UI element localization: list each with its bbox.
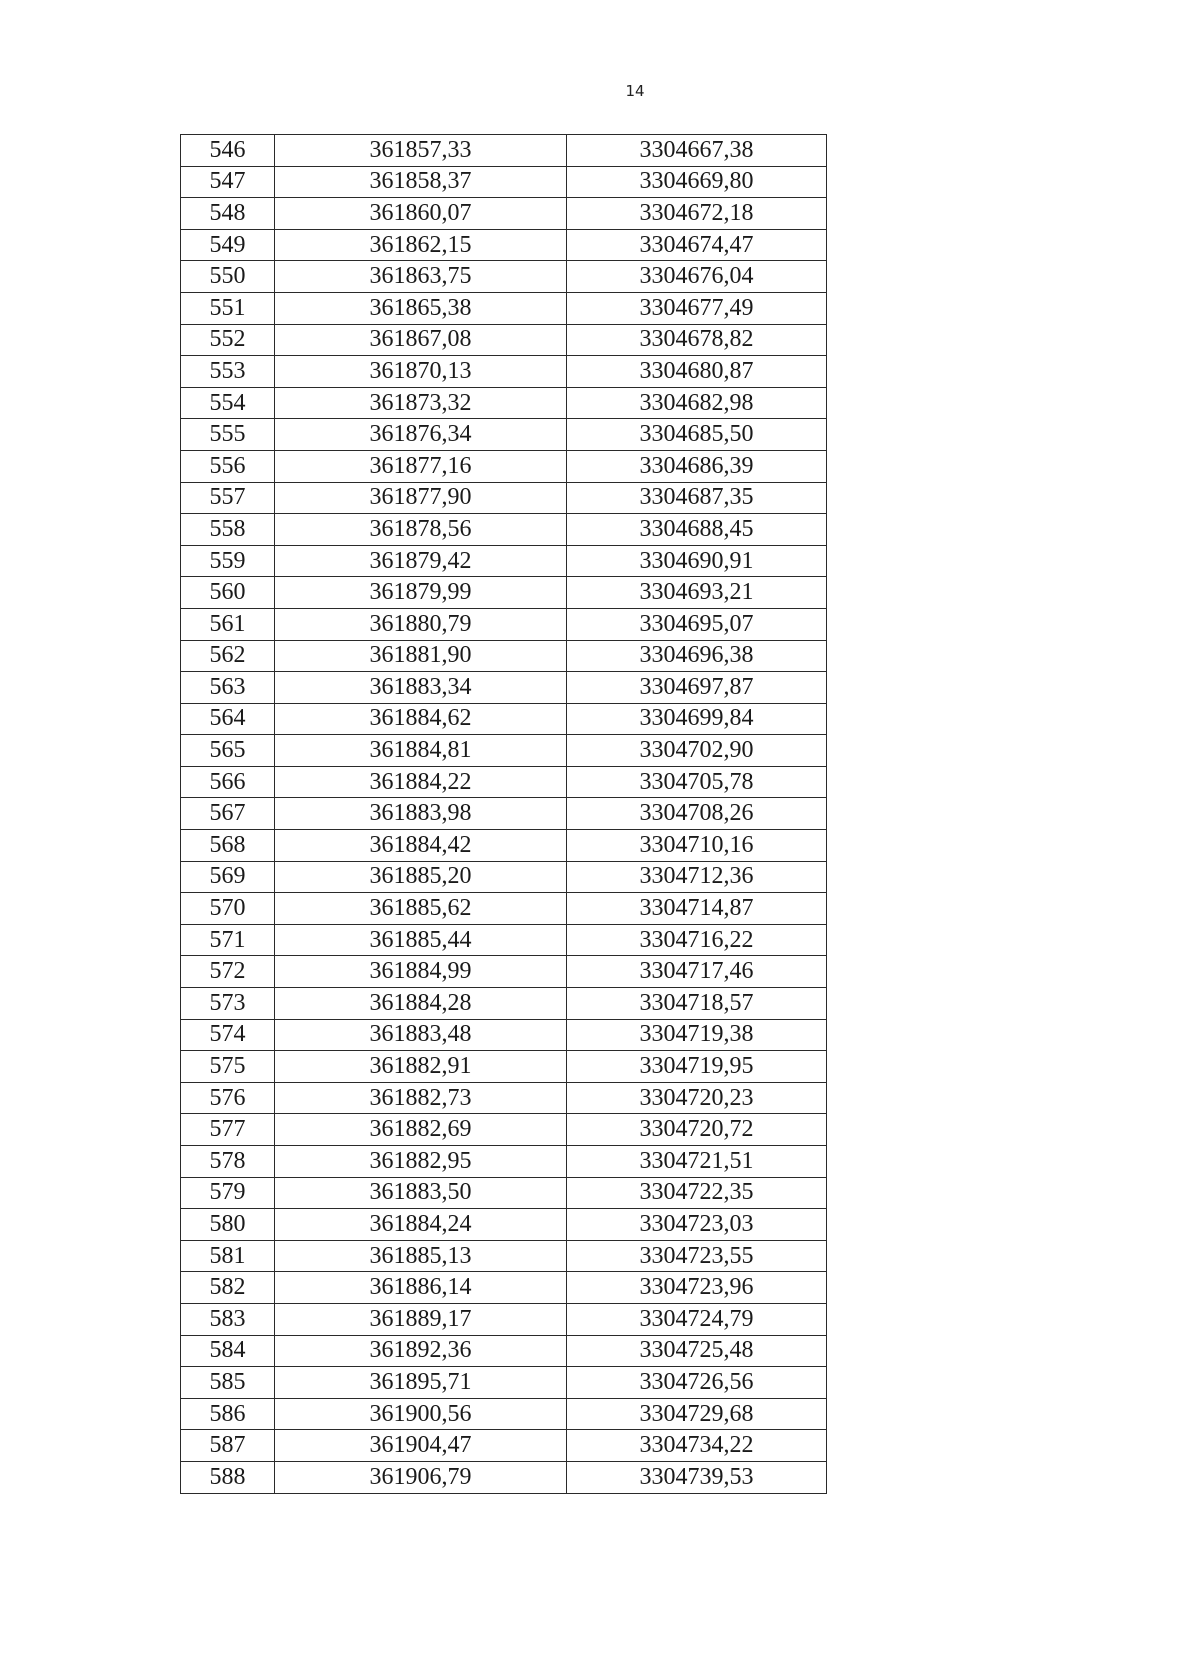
y-coordinate-cell: 3304726,56 [567, 1367, 827, 1399]
x-coordinate-cell: 361892,36 [275, 1335, 567, 1367]
point-number-cell: 581 [181, 1240, 275, 1272]
x-coordinate-cell: 361867,08 [275, 324, 567, 356]
x-coordinate-cell: 361882,91 [275, 1051, 567, 1083]
y-coordinate-cell: 3304724,79 [567, 1303, 827, 1335]
table-row [181, 798, 827, 830]
y-coordinate-cell: 3304697,87 [567, 672, 827, 704]
table-row [181, 545, 827, 577]
y-coordinate-cell: 3304739,53 [567, 1461, 827, 1493]
y-coordinate-cell: 3304734,22 [567, 1430, 827, 1462]
coordinates-table-body [181, 135, 827, 1494]
table-row [181, 672, 827, 704]
x-coordinate-cell: 361882,95 [275, 1146, 567, 1178]
x-coordinate-cell: 361884,22 [275, 766, 567, 798]
point-number-cell: 563 [181, 672, 275, 704]
table-row [181, 1082, 827, 1114]
table-row [181, 1051, 827, 1083]
x-coordinate-cell: 361882,69 [275, 1114, 567, 1146]
x-coordinate-cell: 361863,75 [275, 261, 567, 293]
table-row [181, 450, 827, 482]
y-coordinate-cell: 3304678,82 [567, 324, 827, 356]
x-coordinate-cell: 361895,71 [275, 1367, 567, 1399]
table-row [181, 924, 827, 956]
table-row [181, 1367, 827, 1399]
x-coordinate-cell: 361883,48 [275, 1019, 567, 1051]
y-coordinate-cell: 3304721,51 [567, 1146, 827, 1178]
table-row [181, 1209, 827, 1241]
x-coordinate-cell: 361906,79 [275, 1461, 567, 1493]
table-row [181, 893, 827, 925]
point-number-cell: 582 [181, 1272, 275, 1304]
x-coordinate-cell: 361879,42 [275, 545, 567, 577]
point-number-cell: 580 [181, 1209, 275, 1241]
y-coordinate-cell: 3304687,35 [567, 482, 827, 514]
coordinates-table [180, 134, 827, 1494]
table-row [181, 135, 827, 167]
point-number-cell: 554 [181, 387, 275, 419]
point-number-cell: 568 [181, 830, 275, 862]
x-coordinate-cell: 361885,13 [275, 1240, 567, 1272]
point-number-cell: 562 [181, 640, 275, 672]
table-row [181, 1398, 827, 1430]
point-number-cell: 572 [181, 956, 275, 988]
point-number-cell: 559 [181, 545, 275, 577]
x-coordinate-cell: 361883,50 [275, 1177, 567, 1209]
y-coordinate-cell: 3304686,39 [567, 450, 827, 482]
table-row [181, 1240, 827, 1272]
point-number-cell: 548 [181, 198, 275, 230]
y-coordinate-cell: 3304702,90 [567, 735, 827, 767]
point-number-cell: 575 [181, 1051, 275, 1083]
table-row [181, 766, 827, 798]
point-number-cell: 564 [181, 703, 275, 735]
y-coordinate-cell: 3304712,36 [567, 861, 827, 893]
table-row [181, 419, 827, 451]
y-coordinate-cell: 3304685,50 [567, 419, 827, 451]
point-number-cell: 571 [181, 924, 275, 956]
point-number-cell: 574 [181, 1019, 275, 1051]
x-coordinate-cell: 361886,14 [275, 1272, 567, 1304]
table-row [181, 1019, 827, 1051]
point-number-cell: 584 [181, 1335, 275, 1367]
y-coordinate-cell: 3304677,49 [567, 292, 827, 324]
x-coordinate-cell: 361870,13 [275, 356, 567, 388]
table-row [181, 229, 827, 261]
x-coordinate-cell: 361879,99 [275, 577, 567, 609]
table-row [181, 577, 827, 609]
point-number-cell: 578 [181, 1146, 275, 1178]
y-coordinate-cell: 3304714,87 [567, 893, 827, 925]
table-row [181, 261, 827, 293]
y-coordinate-cell: 3304705,78 [567, 766, 827, 798]
x-coordinate-cell: 361883,34 [275, 672, 567, 704]
y-coordinate-cell: 3304710,16 [567, 830, 827, 862]
point-number-cell: 552 [181, 324, 275, 356]
point-number-cell: 570 [181, 893, 275, 925]
point-number-cell: 561 [181, 608, 275, 640]
point-number-cell: 547 [181, 166, 275, 198]
table-row [181, 1303, 827, 1335]
point-number-cell: 557 [181, 482, 275, 514]
x-coordinate-cell: 361884,28 [275, 988, 567, 1020]
point-number-cell: 549 [181, 229, 275, 261]
y-coordinate-cell: 3304674,47 [567, 229, 827, 261]
table-row [181, 356, 827, 388]
point-number-cell: 577 [181, 1114, 275, 1146]
point-number-cell: 567 [181, 798, 275, 830]
x-coordinate-cell: 361883,98 [275, 798, 567, 830]
y-coordinate-cell: 3304696,38 [567, 640, 827, 672]
x-coordinate-cell: 361885,62 [275, 893, 567, 925]
table-row [181, 861, 827, 893]
table-row [181, 956, 827, 988]
x-coordinate-cell: 361889,17 [275, 1303, 567, 1335]
y-coordinate-cell: 3304669,80 [567, 166, 827, 198]
y-coordinate-cell: 3304667,38 [567, 135, 827, 167]
y-coordinate-cell: 3304693,21 [567, 577, 827, 609]
table-row [181, 1335, 827, 1367]
table-row [181, 1114, 827, 1146]
y-coordinate-cell: 3304720,72 [567, 1114, 827, 1146]
y-coordinate-cell: 3304676,04 [567, 261, 827, 293]
table-row [181, 1177, 827, 1209]
y-coordinate-cell: 3304672,18 [567, 198, 827, 230]
x-coordinate-cell: 361858,37 [275, 166, 567, 198]
x-coordinate-cell: 361857,33 [275, 135, 567, 167]
x-coordinate-cell: 361884,24 [275, 1209, 567, 1241]
point-number-cell: 546 [181, 135, 275, 167]
point-number-cell: 573 [181, 988, 275, 1020]
y-coordinate-cell: 3304718,57 [567, 988, 827, 1020]
table-row [181, 514, 827, 546]
table-row [181, 387, 827, 419]
point-number-cell: 566 [181, 766, 275, 798]
y-coordinate-cell: 3304723,96 [567, 1272, 827, 1304]
table-row [181, 198, 827, 230]
point-number-cell: 579 [181, 1177, 275, 1209]
table-row [181, 324, 827, 356]
x-coordinate-cell: 361904,47 [275, 1430, 567, 1462]
y-coordinate-cell: 3304719,38 [567, 1019, 827, 1051]
point-number-cell: 553 [181, 356, 275, 388]
x-coordinate-cell: 361884,62 [275, 703, 567, 735]
table-row [181, 166, 827, 198]
x-coordinate-cell: 361882,73 [275, 1082, 567, 1114]
point-number-cell: 558 [181, 514, 275, 546]
point-number-cell: 576 [181, 1082, 275, 1114]
x-coordinate-cell: 361900,56 [275, 1398, 567, 1430]
point-number-cell: 586 [181, 1398, 275, 1430]
y-coordinate-cell: 3304716,22 [567, 924, 827, 956]
x-coordinate-cell: 361876,34 [275, 419, 567, 451]
x-coordinate-cell: 361873,32 [275, 387, 567, 419]
y-coordinate-cell: 3304695,07 [567, 608, 827, 640]
x-coordinate-cell: 361881,90 [275, 640, 567, 672]
point-number-cell: 588 [181, 1461, 275, 1493]
point-number-cell: 585 [181, 1367, 275, 1399]
x-coordinate-cell: 361880,79 [275, 608, 567, 640]
y-coordinate-cell: 3304699,84 [567, 703, 827, 735]
point-number-cell: 550 [181, 261, 275, 293]
point-number-cell: 583 [181, 1303, 275, 1335]
table-row [181, 292, 827, 324]
table-row [181, 640, 827, 672]
y-coordinate-cell: 3304680,87 [567, 356, 827, 388]
x-coordinate-cell: 361878,56 [275, 514, 567, 546]
y-coordinate-cell: 3304720,23 [567, 1082, 827, 1114]
point-number-cell: 555 [181, 419, 275, 451]
table-row [181, 608, 827, 640]
x-coordinate-cell: 361877,16 [275, 450, 567, 482]
page-number: 14 [625, 82, 645, 100]
y-coordinate-cell: 3304690,91 [567, 545, 827, 577]
y-coordinate-cell: 3304723,03 [567, 1209, 827, 1241]
table-row [181, 1461, 827, 1493]
table-row [181, 1146, 827, 1178]
table-row [181, 1272, 827, 1304]
point-number-cell: 565 [181, 735, 275, 767]
x-coordinate-cell: 361865,38 [275, 292, 567, 324]
point-number-cell: 556 [181, 450, 275, 482]
table-row [181, 988, 827, 1020]
point-number-cell: 569 [181, 861, 275, 893]
y-coordinate-cell: 3304723,55 [567, 1240, 827, 1272]
x-coordinate-cell: 361884,99 [275, 956, 567, 988]
y-coordinate-cell: 3304722,35 [567, 1177, 827, 1209]
x-coordinate-cell: 361884,81 [275, 735, 567, 767]
table-row [181, 1430, 827, 1462]
table-row [181, 703, 827, 735]
y-coordinate-cell: 3304688,45 [567, 514, 827, 546]
x-coordinate-cell: 361877,90 [275, 482, 567, 514]
x-coordinate-cell: 361884,42 [275, 830, 567, 862]
table-row [181, 482, 827, 514]
x-coordinate-cell: 361862,15 [275, 229, 567, 261]
point-number-cell: 560 [181, 577, 275, 609]
x-coordinate-cell: 361860,07 [275, 198, 567, 230]
y-coordinate-cell: 3304725,48 [567, 1335, 827, 1367]
y-coordinate-cell: 3304717,46 [567, 956, 827, 988]
table-row [181, 735, 827, 767]
point-number-cell: 587 [181, 1430, 275, 1462]
y-coordinate-cell: 3304729,68 [567, 1398, 827, 1430]
point-number-cell: 551 [181, 292, 275, 324]
x-coordinate-cell: 361885,44 [275, 924, 567, 956]
table-row [181, 830, 827, 862]
y-coordinate-cell: 3304708,26 [567, 798, 827, 830]
x-coordinate-cell: 361885,20 [275, 861, 567, 893]
y-coordinate-cell: 3304719,95 [567, 1051, 827, 1083]
y-coordinate-cell: 3304682,98 [567, 387, 827, 419]
